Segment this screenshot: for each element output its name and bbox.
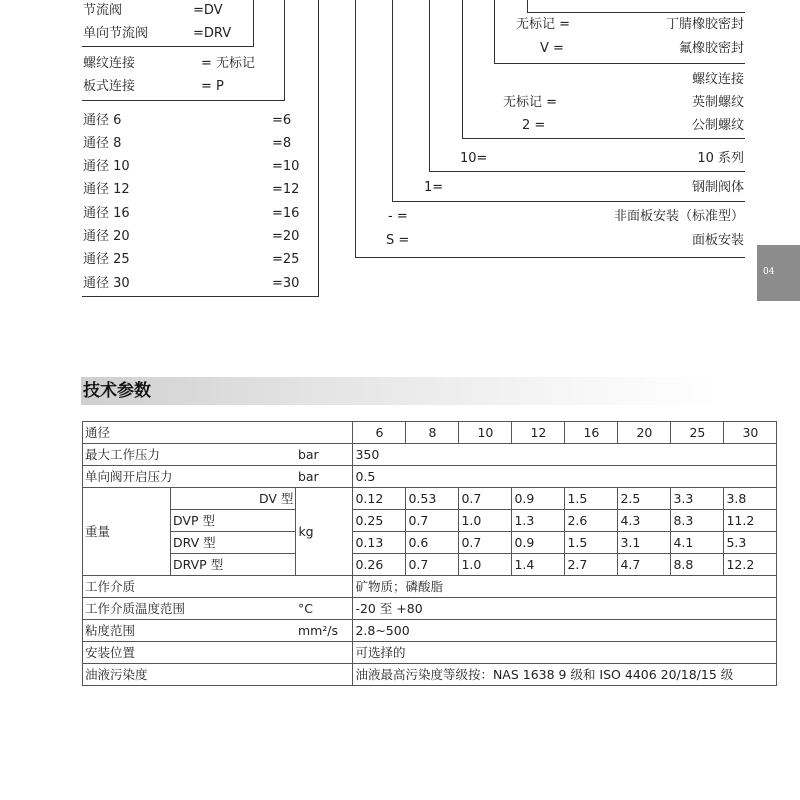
bracket-line	[462, 0, 463, 139]
size-name: 通径 16	[83, 206, 130, 221]
table-row	[83, 620, 777, 642]
weight-value: 0.12	[353, 488, 406, 510]
weight-value: 2.7	[565, 554, 618, 576]
table-row	[83, 576, 777, 598]
param-unit: °C	[296, 598, 353, 620]
param-label: 单向阀开启压力	[83, 466, 296, 488]
weight-type: DV 型	[171, 488, 296, 510]
table-row	[83, 422, 777, 444]
size-code: =25	[272, 252, 300, 267]
weight-value: 0.7	[406, 510, 459, 532]
connection-code: = P	[201, 79, 224, 94]
weight-value: 3.1	[618, 532, 671, 554]
weight-value: 0.6	[406, 532, 459, 554]
weight-value: 0.7	[459, 532, 512, 554]
size-header: 8	[406, 422, 459, 444]
param-label: 工作介质	[83, 576, 296, 598]
weight-type: DVP 型	[171, 510, 296, 532]
weight-value: 4.3	[618, 510, 671, 532]
weight-value: 1.4	[512, 554, 565, 576]
weight-value: 0.9	[512, 488, 565, 510]
series-code: 10=	[460, 151, 488, 166]
weight-value: 1.3	[512, 510, 565, 532]
connection-name: 板式连接	[83, 79, 136, 94]
weight-label: 重量	[83, 488, 171, 576]
size-name: 通径 8	[83, 136, 122, 151]
mounting-desc: 面板安装	[691, 233, 744, 248]
size-name: 通径 10	[83, 159, 130, 174]
param-unit	[296, 642, 353, 664]
bracket-line	[527, 12, 745, 13]
section-title: 技术参数	[83, 381, 151, 401]
table-row	[83, 444, 777, 466]
weight-value: 1.0	[459, 510, 512, 532]
weight-unit: kg	[296, 488, 353, 576]
param-unit	[296, 576, 353, 598]
size-code: =20	[272, 229, 300, 244]
bracket-line	[253, 0, 254, 47]
thread-title: 螺纹连接	[691, 72, 744, 87]
weight-value: 0.9	[512, 532, 565, 554]
param-value: 2.8~500	[353, 620, 777, 642]
weight-value: 1.5	[565, 532, 618, 554]
weight-value: 8.3	[671, 510, 724, 532]
param-value: 油液最高污染度等级按：NAS 1638 9 级和 ISO 4406 20/18/15 级	[353, 664, 777, 686]
size-header: 12	[512, 422, 565, 444]
param-value: -20 至 +80	[353, 598, 777, 620]
bracket-line	[82, 46, 254, 47]
param-label: 工作介质温度范围	[83, 598, 296, 620]
mounting-desc: 非面板安装（标准型）	[613, 209, 744, 224]
valve-type-code: =DRV	[193, 26, 232, 41]
thread-code: 2 =	[522, 118, 546, 133]
bracket-line	[355, 257, 745, 258]
bracket-line	[284, 0, 285, 101]
bracket-line	[392, 0, 393, 202]
valve-type-code: =DV	[193, 3, 223, 18]
param-unit: bar	[296, 444, 353, 466]
weight-value: 0.53	[406, 488, 459, 510]
section-heading	[81, 377, 721, 405]
table-row	[83, 510, 777, 532]
table-row	[83, 466, 777, 488]
weight-value: 1.5	[565, 488, 618, 510]
param-value: 0.5	[353, 466, 777, 488]
size-name: 通径 20	[83, 229, 130, 244]
weight-value: 4.1	[671, 532, 724, 554]
bracket-line	[392, 201, 745, 202]
mounting-code: S =	[386, 233, 410, 248]
weight-value: 11.2	[724, 510, 777, 532]
thread-desc: 公制螺纹	[691, 118, 744, 133]
weight-value: 3.8	[724, 488, 777, 510]
seal-desc: 氟橡胶密封	[678, 41, 744, 56]
size-header: 6	[353, 422, 406, 444]
seal-code: V =	[540, 41, 564, 56]
size-code: =30	[272, 276, 300, 291]
series-desc: 10 系列	[697, 151, 744, 166]
bracket-line	[82, 100, 285, 101]
table-row	[83, 664, 777, 686]
thread-code: 无标记 =	[503, 95, 558, 110]
size-name: 通径 6	[83, 113, 122, 128]
thread-desc: 英制螺纹	[691, 95, 744, 110]
size-header: 25	[671, 422, 724, 444]
size-name: 通径 12	[83, 182, 130, 197]
bracket-line	[318, 0, 319, 297]
param-unit: mm²/s	[296, 620, 353, 642]
valve-type-name: 节流阀	[83, 3, 123, 18]
size-code: =12	[272, 182, 300, 197]
tech-params-table	[82, 421, 777, 686]
page-number: 04	[763, 267, 775, 277]
weight-value: 2.6	[565, 510, 618, 532]
param-unit: bar	[296, 466, 353, 488]
size-code: =10	[272, 159, 300, 174]
param-label: 安装位置	[83, 642, 296, 664]
seal-desc: 丁腈橡胶密封	[665, 17, 744, 32]
param-value: 可选择的	[353, 642, 777, 664]
body-code: 1=	[424, 180, 444, 195]
bracket-line	[429, 0, 430, 172]
size-header: 16	[565, 422, 618, 444]
seal-code: 无标记 =	[516, 17, 571, 32]
size-name: 通径 30	[83, 276, 130, 291]
table-row	[83, 554, 777, 576]
param-label: 油液污染度	[83, 664, 296, 686]
size-header: 20	[618, 422, 671, 444]
weight-type: DRVP 型	[171, 554, 296, 576]
connection-code: = 无标记	[201, 56, 256, 71]
connection-name: 螺纹连接	[83, 56, 136, 71]
bracket-line	[82, 296, 319, 297]
param-label: 最大工作压力	[83, 444, 296, 466]
page-number-tab	[757, 245, 800, 301]
weight-value: 12.2	[724, 554, 777, 576]
bracket-line	[494, 63, 745, 64]
bracket-line	[429, 171, 745, 172]
table-row	[83, 642, 777, 664]
size-header: 30	[724, 422, 777, 444]
weight-value: 1.0	[459, 554, 512, 576]
size-code: =16	[272, 206, 300, 221]
weight-value: 0.26	[353, 554, 406, 576]
param-value: 矿物质；磷酸脂	[353, 576, 777, 598]
weight-value: 3.3	[671, 488, 724, 510]
param-label: 粘度范围	[83, 620, 296, 642]
bracket-line	[355, 0, 356, 258]
param-value: 350	[353, 444, 777, 466]
weight-value: 4.7	[618, 554, 671, 576]
weight-value: 8.8	[671, 554, 724, 576]
weight-type: DRV 型	[171, 532, 296, 554]
mounting-code: - =	[388, 209, 408, 224]
weight-value: 5.3	[724, 532, 777, 554]
size-header-label: 通径	[83, 422, 353, 444]
weight-value: 0.25	[353, 510, 406, 532]
size-name: 通径 25	[83, 252, 130, 267]
weight-value: 0.13	[353, 532, 406, 554]
size-code: =6	[272, 113, 292, 128]
weight-value: 0.7	[406, 554, 459, 576]
table-row	[83, 598, 777, 620]
table-row	[83, 532, 777, 554]
bracket-line	[494, 0, 495, 64]
bracket-line	[462, 138, 745, 139]
param-unit	[296, 664, 353, 686]
body-desc: 钢制阀体	[691, 180, 744, 195]
table-row	[83, 488, 777, 510]
size-header: 10	[459, 422, 512, 444]
valve-type-name: 单向节流阀	[83, 26, 149, 41]
weight-value: 2.5	[618, 488, 671, 510]
weight-value: 0.7	[459, 488, 512, 510]
size-code: =8	[272, 136, 292, 151]
